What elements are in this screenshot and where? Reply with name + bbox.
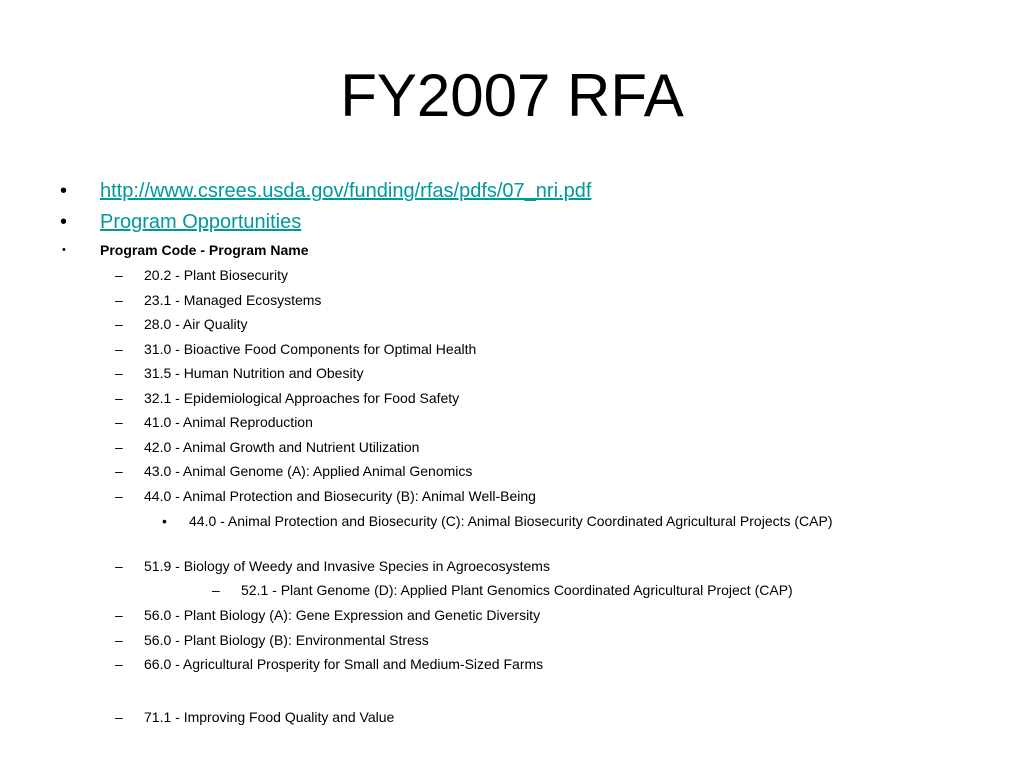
dash-icon: – [115, 365, 123, 381]
list-item-text: 56.0 - Plant Biology (A): Gene Expression and Genetic Diversity [144, 607, 541, 623]
sub-list-item-text: 52.1 - Plant Genome (D): Applied Plant Genomics Coordinated Agricultural Project (CAP) [241, 582, 793, 598]
dash-icon: – [115, 316, 123, 332]
dash-icon: – [115, 439, 123, 455]
dash-icon: – [115, 463, 123, 479]
list-item-text: 42.0 - Animal Growth and Nutrient Utilization [144, 439, 420, 455]
slide-title: FY2007 RFA [340, 62, 684, 129]
list-item-text: 23.1 - Managed Ecosystems [144, 292, 322, 308]
list-item-text: 41.0 - Animal Reproduction [144, 414, 313, 430]
dash-icon: – [115, 292, 123, 308]
bullet-icon: • [60, 180, 68, 202]
list-item-text: 44.0 - Animal Protection and Biosecurity (B): Animal Well-Being [144, 488, 536, 504]
list-item-text: 43.0 - Animal Genome (A): Applied Animal Genomics [144, 463, 473, 479]
dash-icon: – [115, 709, 123, 725]
dash-icon: – [115, 267, 123, 283]
bullet-icon: • [60, 211, 68, 233]
dash-icon: – [115, 558, 123, 574]
dash-icon: – [212, 582, 220, 598]
list-item-text: 71.1 - Improving Food Quality and Value [144, 709, 395, 725]
list-item-text: 32.1 - Epidemiological Approaches for Food Safety [144, 390, 460, 406]
list-item-text: 20.2 - Plant Biosecurity [144, 267, 288, 283]
dash-icon: – [115, 414, 123, 430]
program-opportunities-link[interactable]: Program Opportunities [100, 211, 302, 233]
dash-icon: – [115, 488, 123, 504]
list-item-text: 28.0 - Air Quality [144, 316, 248, 332]
bullet-icon: • [62, 244, 66, 256]
program-list-heading: Program Code - Program Name [100, 242, 309, 258]
list-item-text: 51.9 - Biology of Weedy and Invasive Species in Agroecosystems [144, 558, 550, 574]
bullet-icon: • [162, 513, 167, 529]
dash-icon: – [115, 607, 123, 623]
sub-list-item-text: 44.0 - Animal Protection and Biosecurity (C): Animal Biosecurity Coordinated Agricultural Projects (CAP) [189, 513, 833, 529]
dash-icon: – [115, 656, 123, 672]
dash-icon: – [115, 632, 123, 648]
dash-icon: – [115, 341, 123, 357]
dash-icon: – [115, 390, 123, 406]
list-item-text: 31.0 - Bioactive Food Components for Optimal Health [144, 341, 477, 357]
list-item-text: 31.5 - Human Nutrition and Obesity [144, 365, 364, 381]
list-item-text: 56.0 - Plant Biology (B): Environmental Stress [144, 632, 429, 648]
rfa-pdf-link[interactable]: http://www.csrees.usda.gov/funding/rfas/pdfs/07_nri.pdf [100, 180, 592, 202]
list-item-text: 66.0 - Agricultural Prosperity for Small and Medium-Sized Farms [144, 656, 544, 672]
